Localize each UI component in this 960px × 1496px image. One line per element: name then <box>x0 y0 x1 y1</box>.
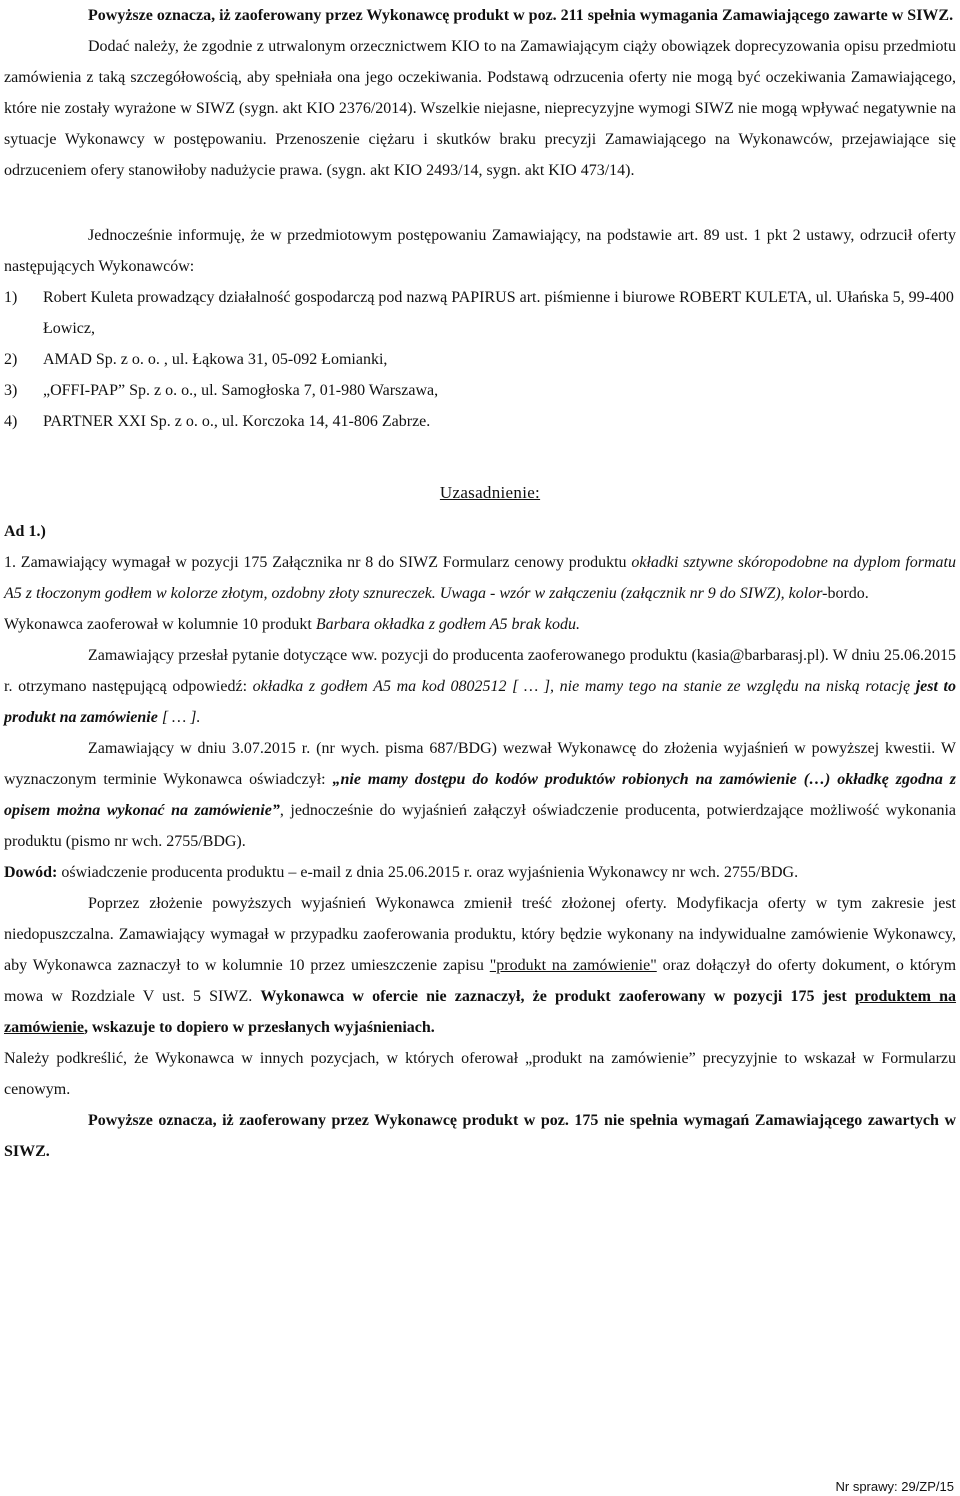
text-run: Zamawiający przesłał pytanie dotyczące ww. pozycji do producenta zaoferowanego produktu (kasia@barbarasj.pl). W dniu 25.06.2015 r. otrzymano następującą odpowiedź: <box>4 647 956 695</box>
paragraph-offered-product <box>4 609 956 640</box>
text-run-bold-italic: jest to produkt na zamówienie <box>4 678 957 726</box>
section-heading-justification: Uzasadnienie: <box>439 483 541 502</box>
list-item <box>4 375 956 406</box>
paragraph-evidence <box>4 857 956 888</box>
list-item-text: PARTNER XXI Sp. z o. o., ul. Korczoka 14, 41-806 Zabrze. <box>43 413 431 430</box>
list-number: 2) <box>4 351 18 368</box>
paragraph-summary-211: Powyższe oznacza, iż zaoferowany przez Wykonawcę produkt w poz. 211 spełnia wymagania Zamawiającego zawarte w SIWZ. <box>88 7 954 24</box>
case-number-footer: Nr sprawy: 29/ZP/15 <box>835 1479 954 1494</box>
text-run-bold: Dowód: <box>4 864 58 881</box>
text-run: bordo. <box>827 585 869 602</box>
text-run: oświadczenie producenta produktu – e-mail z dnia 25.06.2015 r. oraz wyjaśnienia Wykonawcy nr wch. 2755/BDG. <box>57 864 799 881</box>
list-number: 4) <box>4 413 18 430</box>
text-run-italic: Barbara okładka z godłem A5 brak kodu. <box>315 616 580 633</box>
paragraph-kio-case-law: Dodać należy, że zgodnie z utrwalonym orzecznictwem KIO to na Zamawiającym ciąży obowiązek doprecyzowania opisu przedmiotu zamówienia z taką szczegółowością, aby spełniała ona jego oczekiwania. Podstawą odrzucenia oferty nie mogą być oczekiwania Zamawiającego, które nie zostały wyrażone w SIWZ (sygn. akt KIO 2376/2014). Wszelkie niejasne, nieprecyzyjne wymogi SIWZ nie mogą wpływać negatywnie na sytuacje Wykonawcy w postępowaniu. Przenoszenie ciężaru i skutków braku precyzji Zamawiającego na Wykonawców, przejawiające się odrzuceniem ofery stanowiłoby nadużycie prawa. (sygn. akt KIO 2493/14, sygn. akt KIO 473/14). <box>4 38 956 179</box>
paragraph-producer-question <box>4 640 956 733</box>
text-run: , jednocześnie do wyjaśnień załączył oświadczenie producenta, potwierdzające możliwość wykonania produktu (pismo nr wch. 2755/BDG). <box>4 802 956 850</box>
text-run-bold: , wskazuje to dopiero w przesłanych wyjaśnieniach. <box>83 1019 435 1036</box>
paragraph-other-positions: Należy podkreślić, że Wykonawca w innych pozycjach, w których oferował „produkt na zamówienie” precyzyjnie to wskazał w Formularzu cenowym. <box>4 1050 956 1098</box>
subsection-label-ad1: Ad 1.) <box>4 523 46 540</box>
text-run-italic: okładki sztywne skóropodobne na dyplom formatu A5 z tłoczonym godłem w kolorze złotym, ozdobny złoty sznureczek. Uwaga - wzór w załączeniu (załącznik nr 9 do SIWZ), kolor- <box>4 554 957 602</box>
text-run: Wykonawca zaoferował w kolumnie 10 produkt <box>4 616 316 633</box>
list-item-text: „OFFI-PAP” Sp. z o. o., ul. Samogłoska 7, 01-980 Warszawa, <box>43 382 439 399</box>
text-run-bold: Wykonawca w ofercie nie zaznaczył, że produkt zaoferowany w pozycji 175 jest <box>260 988 855 1005</box>
text-run: Zamawiający w dniu 3.07.2015 r. (nr wych. pisma 687/BDG) wezwał Wykonawcę do złożenia wyjaśnień w powyższej kwestii. W wyznaczonym terminie Wykonawca oświadczył: <box>4 740 956 788</box>
text-run-underline: "produkt na zamówienie" <box>489 957 657 974</box>
list-item-text: AMAD Sp. z o. o. , ul. Łąkowa 31, 05-092 Łomianki, <box>43 351 388 368</box>
text-run-bold-italic: „nie mamy dostępu do kodów produktów robionych na zamówienie (…) okładkę zgodna z opisem można wykonać na zamówienie” <box>4 771 956 819</box>
list-item <box>4 406 956 437</box>
paragraph-summary-175: Powyższe oznacza, iż zaoferowany przez Wykonawcę produkt w poz. 175 nie spełnia wymagań Zamawiającego zawartych w SIWZ. <box>4 1112 956 1160</box>
list-number: 3) <box>4 382 18 399</box>
paragraph-explanation-request <box>4 733 956 857</box>
list-item <box>4 282 956 344</box>
paragraph-requirement-175 <box>4 547 956 609</box>
text-run: Poprzez złożenie powyższych wyjaśnień Wykonawca zmienił treść złożonej oferty. Modyfikacja oferty w tym zakresie jest niedopuszczalna. Zamawiający wymagał w przypadku zaoferowania produktu, który będzie wykonany na indywidualne zamówienie Wykonawcy, aby Wykonawca zaznaczył to w kolumnie 10 przez umieszczenie zapisu <box>4 895 956 974</box>
paragraph-rejection-info: Jednocześnie informuję, że w przedmiotowym postępowaniu Zamawiający, na podstawie art. 89 ust. 1 pkt 2 ustawy, odrzucił oferty następujących Wykonawców: <box>4 227 956 275</box>
paragraph-offer-modification <box>4 888 956 1043</box>
list-number: 1) <box>4 289 18 306</box>
list-item <box>4 344 956 375</box>
text-run-italic: okładka z godłem A5 ma kod 0802512 [ … ], nie mamy tego na stanie ze względu na niską rotację <box>252 678 916 695</box>
rejected-contractors-list <box>4 282 956 437</box>
text-run: 1. Zamawiający wymagał w pozycji 175 Załącznika nr 8 do SIWZ Formularz cenowy produktu <box>4 554 632 571</box>
list-item-text: Robert Kuleta prowadzący działalność gospodarczą pod nazwą PAPIRUS art. piśmienne i biurowe ROBERT KULETA, ul. Ułańska 5, 99-400 Łowicz, <box>43 289 954 337</box>
text-run: oraz dołączył do oferty dokument, o którym mowa w Rozdziale V ust. 5 SIWZ. <box>4 957 957 1005</box>
text-run-bold-underline: produktem na zamówienie <box>4 988 957 1036</box>
text-run-italic: [ … ]. <box>157 709 201 726</box>
